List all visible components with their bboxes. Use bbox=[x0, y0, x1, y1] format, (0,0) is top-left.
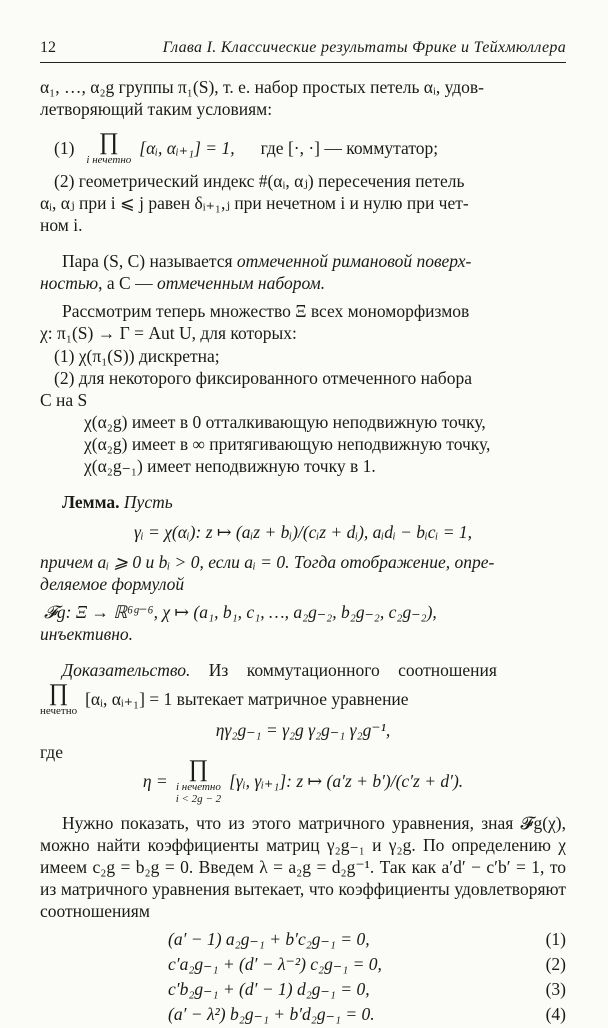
product-operator bbox=[176, 757, 221, 805]
product-symbol: ∏ bbox=[48, 680, 69, 707]
paragraph-line bbox=[40, 272, 566, 294]
paragraph-line: C на S bbox=[40, 389, 88, 410]
text-span: Пара (S, C) называется bbox=[62, 251, 237, 272]
page-number: 12 bbox=[40, 39, 56, 56]
fixed-point-line: χ(α₂g) имеет в ∞ притягивающую неподвижную точку, bbox=[84, 433, 491, 454]
equation-row bbox=[40, 928, 566, 953]
proof-heading bbox=[40, 659, 566, 681]
running-title: Глава I. Классические результаты Фрике и Тейхмюллера bbox=[162, 39, 566, 56]
paragraph-line bbox=[40, 250, 566, 272]
product-limit: i нечетно bbox=[175, 781, 221, 794]
term-italic: отмеченным набором. bbox=[156, 273, 326, 294]
commutator-note: где [·, ·] — коммутатор; bbox=[260, 138, 439, 159]
equation-row bbox=[40, 978, 566, 1003]
eta-right: [γᵢ, γᵢ₊₁]: z ↦ (a′z + b′)/(c′z + d′). bbox=[229, 771, 464, 792]
lemma-formula: γᵢ = χ(αᵢ): z ↦ (aᵢz + bᵢ)/(cᵢz + dᵢ), aᵢdᵢ − bᵢcᵢ = 1, bbox=[133, 521, 473, 542]
fixed-point-line: χ(α₂g₋₁) имеет неподвижную точку в 1. bbox=[84, 455, 376, 476]
lemma-heading bbox=[40, 491, 566, 513]
product-operator bbox=[86, 130, 131, 166]
commutator-formula: [αᵢ, αᵢ₊₁] = 1, bbox=[139, 138, 235, 159]
list-item: (2) для некоторого фиксированного отмеченного набора bbox=[54, 367, 472, 388]
matrix-equation: ηγ₂g₋₁ = γ₂g γ₂g₋₁ γ₂g⁻¹, bbox=[215, 720, 391, 741]
relation-text: [αᵢ, αᵢ₊₁] = 1 вытекает матричное уравнение bbox=[85, 689, 409, 710]
equation-number: (2) bbox=[545, 953, 566, 974]
page-body bbox=[40, 76, 566, 1028]
fixed-point-line: χ(α₂g) имеет в 0 отталкивающую неподвижную точку, bbox=[84, 411, 486, 432]
equation-formula: (a′ − λ²) b₂g₋₁ + b′d₂g₋₁ = 0. bbox=[168, 1003, 375, 1024]
equation-formula: (a′ − 1) a₂g₋₁ + b′c₂g₋₁ = 0, bbox=[168, 928, 370, 949]
paragraph-line: деляемое формулой bbox=[40, 573, 185, 594]
where-word: где bbox=[40, 742, 63, 763]
product-operator bbox=[40, 681, 77, 717]
term-italic: ностью bbox=[40, 273, 99, 294]
equation-list bbox=[40, 928, 566, 1028]
lemma-word: Пусть bbox=[123, 491, 173, 512]
text-span: , а C — bbox=[98, 273, 157, 294]
paragraph-line: αᵢ, αⱼ при i ⩽ j равен δᵢ₊₁,ⱼ при нечетном i и нулю при чет- bbox=[40, 193, 469, 214]
equation-number: (3) bbox=[545, 978, 566, 999]
product-limit: нечетно bbox=[40, 705, 78, 718]
proof-label: Доказательство. bbox=[62, 660, 191, 681]
condition-1 bbox=[40, 130, 566, 166]
paragraph-line: причем aᵢ ⩾ 0 и bᵢ > 0, если aᵢ = 0. Тогда отображение, опре- bbox=[40, 551, 495, 572]
paragraph-line: χ: π₁(S) → Γ = Aut U, для которых: bbox=[40, 323, 297, 344]
list-item: (1) χ(π₁(S)) дискретна; bbox=[54, 345, 220, 366]
condition-number: (1) bbox=[54, 138, 75, 159]
equation-row bbox=[40, 1003, 566, 1028]
paragraph-line: ном i. bbox=[40, 215, 83, 236]
equation-formula: c′b₂g₋₁ + (d′ − 1) d₂g₋₁ = 0, bbox=[168, 978, 370, 999]
equation-number: (1) bbox=[545, 928, 566, 949]
eta-definition bbox=[40, 757, 566, 805]
equation-row bbox=[40, 953, 566, 978]
running-header bbox=[40, 38, 566, 63]
paragraph-line: (2) геометрический индекс #(αᵢ, αⱼ) пересечения петель bbox=[54, 171, 465, 192]
paragraph-line: инъективно. bbox=[40, 624, 134, 645]
proof-relation bbox=[40, 681, 566, 717]
product-symbol: ∏ bbox=[98, 129, 119, 156]
eta-left: η = bbox=[142, 771, 168, 792]
product-symbol: ∏ bbox=[188, 756, 209, 783]
proof-paragraph: Нужно показать, что из этого матричного уравнения, зная 𝓕g(χ), можно найти коэффициенты матриц γ₂g₋₁ и γ₂g. По определению χ имеем c₂g = b₂g = 0. Введем λ = a₂g = d₂g⁻¹. Так как a′d′ − c′b′ = 1, то из матричного уравнения вытекает, что коэффициенты удовлетворяют соотношениям bbox=[40, 812, 566, 921]
equation-number: (4) bbox=[545, 1003, 566, 1024]
product-limit: i нечетно bbox=[86, 154, 132, 167]
lemma-map: 𝓕g: Ξ → ℝ⁶ᵍ⁻⁶, χ ↦ (a₁, b₁, c₁, …, a₂g₋₂, b₂g₋₂, c₂g₋₂), bbox=[44, 601, 437, 622]
paragraph-line: Рассмотрим теперь множество Ξ всех мономорфизмов bbox=[62, 301, 470, 322]
text-span: Из коммутационного соотношения bbox=[190, 660, 497, 681]
product-limit: i < 2g − 2 bbox=[175, 793, 222, 806]
paragraph-line: летворяющий таким условиям: bbox=[40, 99, 273, 120]
lemma-label: Лемма. bbox=[62, 491, 120, 512]
equation-formula: c′a₂g₋₁ + (d′ − λ⁻²) c₂g₋₁ = 0, bbox=[168, 953, 382, 974]
paragraph-line: α₁, …, α₂g группы π₁(S), т. е. набор простых петель αᵢ, удов- bbox=[40, 77, 484, 97]
term-italic: отмеченной римановой поверх- bbox=[236, 251, 472, 272]
